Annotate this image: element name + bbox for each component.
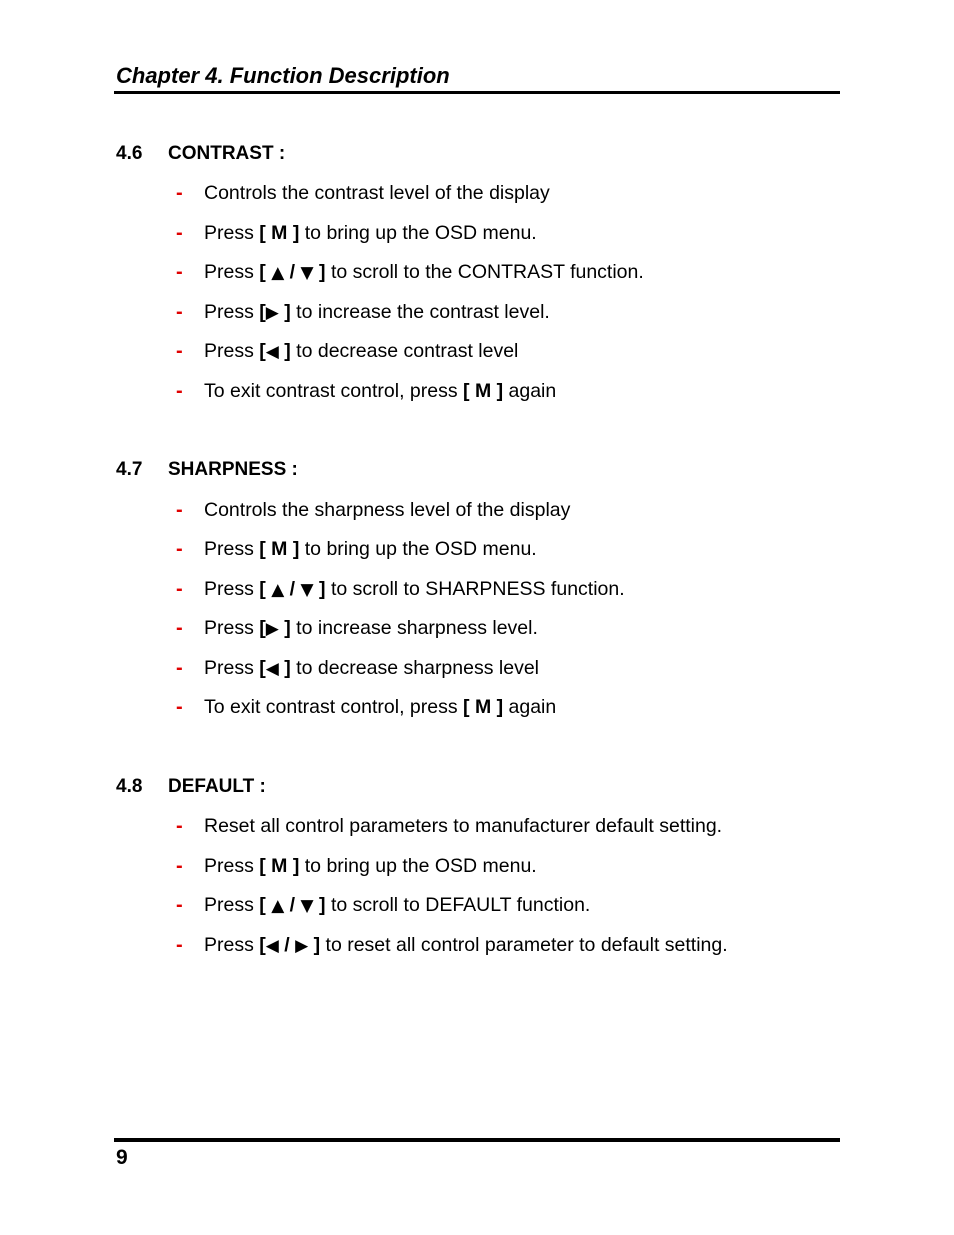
section-heading-default (116, 773, 266, 801)
up-triangle-icon: ▲ (271, 580, 285, 600)
item-text: Reset all control parameters to manufacturer default setting. (204, 815, 723, 837)
item-text: To exit contrast control, press [ M ] again (204, 696, 557, 718)
key-m: [ M ] (259, 222, 300, 244)
up-triangle-icon: ▲ (271, 263, 285, 283)
bullet-dash: - (176, 815, 183, 837)
item-text: Press [ M ] to bring up the OSD menu. (204, 222, 537, 244)
item-text: Press [ M ] to bring up the OSD menu. (204, 855, 537, 877)
bullet-dash: - (176, 340, 183, 362)
section-heading-sharpness (116, 456, 298, 484)
bullet-dash: - (176, 538, 183, 560)
section-number: 4.8 (116, 776, 143, 797)
bullet-dash: - (176, 499, 183, 521)
bullet-dash: - (176, 578, 183, 600)
section-heading-contrast (116, 140, 285, 168)
up-triangle-icon: ▲ (271, 896, 285, 916)
bullet-dash: - (176, 222, 183, 244)
page-number: 9 (116, 1146, 128, 1169)
bullet-dash: - (176, 657, 183, 679)
bullet-dash: - (176, 261, 183, 283)
right-triangle-icon: ▶ (295, 936, 309, 956)
item-text: Controls the sharpness level of the display (204, 499, 571, 521)
bullet-dash: - (176, 894, 183, 916)
item-text: Press [ M ] to bring up the OSD menu. (204, 538, 537, 560)
bullet-dash: - (176, 301, 183, 323)
item-text: Press [ ▲ / ▼ ] to scroll to the CONTRAST function. (204, 261, 644, 283)
right-triangle-icon: ▶ (265, 619, 279, 639)
item-text: Press [▶ ] to increase the contrast level. (204, 301, 550, 323)
footer-rule (114, 1138, 840, 1142)
down-triangle-icon: ▼ (300, 896, 314, 916)
bullet-dash: - (176, 855, 183, 877)
key-m: [ M ] (259, 538, 300, 560)
item-text: Press [◀ ] to decrease sharpness level (204, 657, 539, 679)
down-triangle-icon: ▼ (300, 580, 314, 600)
bullet-dash: - (176, 696, 183, 718)
header-rule (114, 91, 840, 94)
left-triangle-icon: ◀ (265, 659, 279, 679)
left-triangle-icon: ◀ (265, 342, 279, 362)
bullet-dash: - (176, 182, 183, 204)
bullet-dash: - (176, 380, 183, 402)
chapter-title: Chapter 4. Function Description (116, 63, 450, 88)
down-triangle-icon: ▼ (300, 263, 314, 283)
key-m: [ M ] (463, 380, 504, 402)
section-title: SHARPNESS : (168, 459, 298, 480)
item-text: Press [ ▲ / ▼ ] to scroll to DEFAULT function. (204, 894, 591, 916)
item-text: Press [▶ ] to increase sharpness level. (204, 617, 538, 639)
bullet-dash: - (176, 617, 183, 639)
section-title: DEFAULT : (168, 776, 266, 797)
right-triangle-icon: ▶ (265, 303, 279, 323)
left-triangle-icon: ◀ (265, 936, 279, 956)
item-text: Press [◀ ] to decrease contrast level (204, 340, 519, 362)
section-number: 4.6 (116, 143, 143, 164)
item-text: Press [ ▲ / ▼ ] to scroll to SHARPNESS function. (204, 578, 625, 600)
key-m: [ M ] (259, 855, 300, 877)
section-title: CONTRAST : (168, 143, 286, 164)
item-text: To exit contrast control, press [ M ] again (204, 380, 557, 402)
bullet-dash: - (176, 934, 183, 956)
item-text: Press [◀ / ▶ ] to reset all control parameter to default setting. (204, 934, 728, 956)
item-text: Controls the contrast level of the display (204, 182, 550, 204)
key-m: [ M ] (463, 696, 504, 718)
section-number: 4.7 (116, 459, 143, 480)
